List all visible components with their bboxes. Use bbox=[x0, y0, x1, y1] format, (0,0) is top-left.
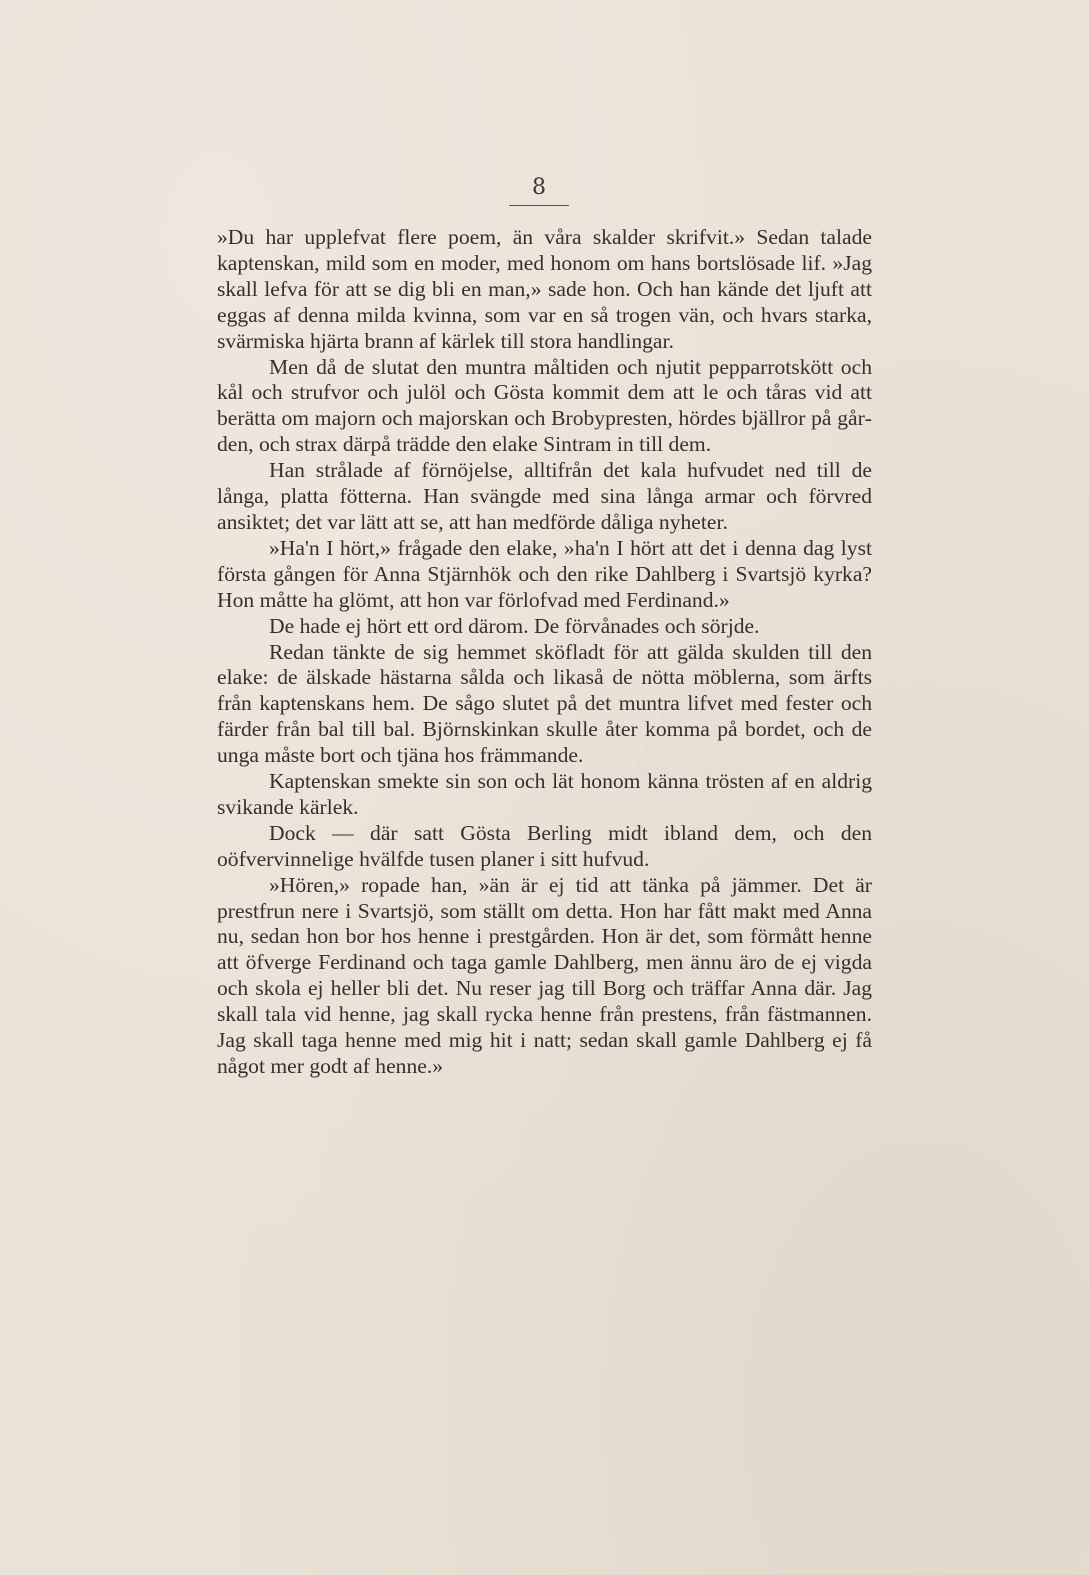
paragraph: Men då de slutat den muntra måltiden och njutit pepparrotskött och kål och strufvor och julöl och Gösta kommit dem att le och tåras vid att berätta om majorn och majorskan och Brobypresten, hördes bjällror på gården, och strax därpå trädde den elake Sintram in till dem. bbox=[217, 354, 872, 457]
paragraph: Dock — där satt Gösta Berling midt ibland dem, och den oöfvervinnelige hvälfde tusen planer i sitt hufvud. bbox=[217, 820, 872, 871]
paragraph: »Ha'n I hört,» frågade den elake, »ha'n I hört att det i denna dag lyst första gången för Anna Stjärnhök och den rike Dahlberg i Svartsjö kyrka? Hon måtte ha glömt, att hon var förlofvad med Ferdinand.» bbox=[217, 535, 872, 612]
paragraph: »Hören,» ropade han, »än är ej tid att tänka på jämmer. Det är prestfrun nere i Svartsjö, som ställt om detta. Hon har fått makt med Anna nu, sedan hon bor hos henne i prestgården. Hon är det, som förmått henne att öfverge Ferdinand och taga gamle Dahlberg, men ännu äro de ej vigda och skola ej heller bli det. Nu reser jag till Borg och träffar Anna där. Jag skall tala vid henne, jag skall rycka henne från prestens, från fästmannen. Jag skall taga henne med mig hit i natt; sedan skall gamle Dahlberg ej få något mer godt af henne.» bbox=[217, 872, 872, 1078]
page-number-rule bbox=[509, 205, 569, 206]
page-number: 8 bbox=[532, 175, 546, 200]
paragraph: Han strålade af förnöjelse, alltifrån det kala hufvudet ned till de långa, platta fötterna. Han svängde med sina långa armar och förvred ansiktet; det var lätt att se, att han medförde dåliga nyheter. bbox=[217, 458, 872, 534]
paragraph: Redan tänkte de sig hemmet sköfladt för att gälda skulden till den elake: de älskade hästarna sålda och likaså de nötta möblerna, som ärfts från kaptenskans hem. De sågo slutet på det muntra lifvet med fester och färder från bal till bal. Björnskinkan skulle åter komma på bordet, och de unga måste bort och tjäna hos främmande. bbox=[217, 639, 872, 768]
body-text bbox=[217, 225, 872, 1080]
paragraph: »Du har upplefvat flere poem, än våra skalder skrifvit.» Sedan talade kaptenskan, mild som en moder, med honom om hans bortslösade lif. »Jag skall lefva för att se dig bli en man,» sade hon. Och han kände det ljuft att eggas af denna milda kvinna, som var en så trogen vän, och hvars starka, svärmiska hjärta brann af kärlek till stora handlingar. bbox=[217, 225, 872, 353]
paragraph: De hade ej hört ett ord därom. De förvånades och sörjde. bbox=[269, 613, 760, 638]
paragraph: Kaptenskan smekte sin son och lät honom känna trösten af en aldrig svikande kärlek. bbox=[217, 769, 872, 819]
